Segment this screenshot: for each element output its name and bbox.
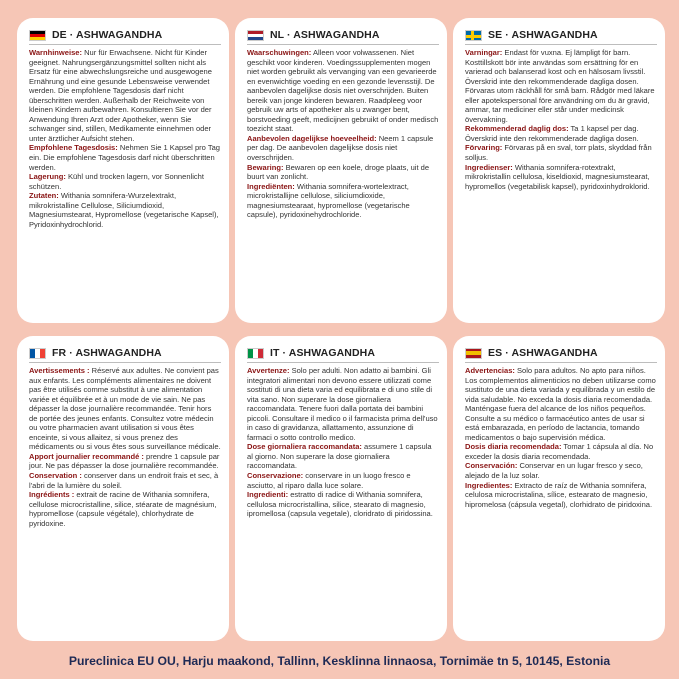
storage-label: Conservazione: — [247, 471, 304, 481]
ingredients-label: Ingrediënten: — [247, 181, 295, 191]
card-body — [247, 48, 439, 220]
storage-text: Kühl und trocken lagern, vor Sonnenlicht schützen. — [29, 172, 204, 191]
ingredients-label: Ingredienti: — [247, 490, 289, 500]
card-title: DE · ASHWAGANDHA — [52, 29, 163, 41]
dosage-label: Empfohlene Tagesdosis: — [29, 143, 118, 153]
warnings-label: Avvertenze: — [247, 366, 290, 375]
netherlands-flag-icon — [247, 30, 264, 41]
warnings-text: Nur für Erwachsene. Nicht für Kinder geeignet. Nahrungsergänzungsmittel sollten nicht als Ersatz für eine abwechslungsreiche und ausgewogene Ernährung und eine gesunde Lebensweise verwendet werden. Die empfohlene Tagesdosis darf nicht überschritten werden. Außerhalb der Reichweite von kleinen Kindern aufbewahren. Konsultieren Sie vor der Anwendung Ihren Arzt oder Apotheker, wenn Sie schwanger sind, stillen, Medikamente einnehmen oder unter ärztlicher Aufsicht stehen. — [29, 48, 212, 143]
dosage-text: Ta 1 kapsel per dag. Överskrid inte den rekommenderade dagliga dosen. — [465, 124, 639, 143]
card-body — [465, 48, 657, 191]
divider — [29, 44, 221, 45]
label-grid — [17, 18, 664, 646]
dosage-label: Dosis diaria recomendada: — [465, 442, 562, 452]
card-title: ES · ASHWAGANDHA — [488, 347, 598, 359]
ingredients-label: Ingredientes: — [465, 480, 513, 490]
italy-flag-icon — [247, 348, 264, 359]
storage-label: Förvaring: — [465, 143, 503, 153]
warnings-label: Avertissements : — [29, 366, 90, 375]
card-header — [29, 29, 221, 41]
card-title: SE · ASHWAGANDHA — [488, 29, 598, 41]
card-body — [247, 366, 439, 519]
card-header — [247, 29, 439, 41]
ingredients-text: Withania somnifera-wortelextract, microkristallijne cellulose, siliciumdioxide, magnesiumstearaat, hypromellose (vegetarische capsule), pyridoxinehydrochloride. — [247, 181, 410, 220]
card-title: FR · ASHWAGANDHA — [52, 347, 162, 359]
storage-label: Conservación: — [465, 461, 518, 471]
spain-flag-icon — [465, 348, 482, 359]
ingredients-label: Ingrédients : — [29, 490, 75, 500]
storage-label: Conservation : — [29, 471, 82, 481]
storage-text: Conservar en un lugar fresco y seco, alejado de la luz solar. — [465, 461, 643, 481]
card-header — [247, 347, 439, 359]
dosage-text: prendre 1 capsule par jour. Ne pas dépasser la dose journalière recommandée. — [29, 451, 220, 471]
dosage-label: Aanbevolen dagelijkse hoeveelheid: — [247, 133, 377, 143]
divider — [465, 362, 657, 363]
storage-text: conserver dans un endroit frais et sec, à l'abri de la lumière du soleil. — [29, 471, 219, 490]
storage-text: conservare in un luogo fresco e asciutto, al riparo dalla luce solare. — [247, 471, 411, 490]
germany-flag-icon — [29, 30, 46, 41]
warnings-text: Réservé aux adultes. Ne convient pas aux enfants. Les compléments alimentaires ne doivent pas être utilisés comme substitut à une alimentation variée et équilibrée et à un mode de vie sain. Ne pas dépasser la dose journalière recommandée. Tenir hors de portée des jeunes enfants. Consultez votre médecin ou votre pharmacien avant utilisation si vous êtes enceinte, si vous allaitez, si vous prenez des médicaments ou si vous êtes sous surveillance médicale. — [29, 366, 221, 452]
ingredients-text: Withania somnifera-rotextrakt, mikrokristallin cellulosa, kiseldioxid, magnesiumstearat, hypromellos (vegetabilisk kapsel), pyridoxinhydroklorid. — [465, 162, 650, 191]
warnings-label: Varningar: — [465, 48, 503, 57]
storage-text: Förvaras på en sval, torr plats, skyddad från solljus. — [465, 143, 652, 163]
warnings-text: Alleen voor volwassenen. Niet geschikt voor kinderen. Voedingssupplementen mogen niet worden gebruikt als vervanging van een gevarieerde en evenwichtige voeding en een gezonde levensstijl. De aanbevolen dagelijkse dosis niet overschrijden. Buiten bereik van jonge kinderen bewaren. Raadpleeg voor gebruik uw arts of apotheker als u zwanger bent, borstvoeding geeft, medicijnen gebruikt of onder medisch toezicht staat. — [247, 48, 439, 134]
dosage-text: Tomar 1 cápsula al día. No exceder la dosis diaria recomendada. — [465, 442, 654, 461]
card-se — [453, 18, 665, 323]
card-title: NL · ASHWAGANDHA — [270, 29, 380, 41]
warnings-label: Waarschuwingen: — [247, 48, 312, 57]
card-title: IT · ASHWAGANDHA — [270, 347, 376, 359]
dosage-label: Rekommenderad daglig dos: — [465, 124, 569, 134]
dosage-text: assumere 1 capsula al giorno. Non superare la dose giornaliera raccomandata. — [247, 442, 432, 471]
dosage-label: Apport journalier recommandé : — [29, 451, 144, 461]
card-nl — [235, 18, 447, 323]
ingredients-text: extrait de racine de Withania somnifera, cellulose microcristalline, silice, stéarate de magnésium, hypromellose (capsule végétale), chlorhydrate de pyridoxine. — [29, 490, 217, 528]
ingredients-label: Zutaten: — [29, 191, 59, 201]
storage-label: Bewaring: — [247, 162, 284, 172]
france-flag-icon — [29, 348, 46, 359]
dosage-label: Dose giornaliera raccomandata: — [247, 442, 362, 452]
warnings-text: Solo per adulti. Non adatto ai bambini. Gli integratori alimentari non devono essere utilizzati come sostituti di una dieta varia ed equilibrata e di uno stile di vita sano. Non superare la dose giornaliera raccomandata. Tenere fuori dalla portata dei bambini piccoli. Consultare il medico o il farmacista prima dell'uso in caso di gravidanza, allattamento, assunzione di farmaci o sotto controllo medico. — [247, 366, 438, 442]
divider — [247, 362, 439, 363]
storage-label: Lagerung: — [29, 172, 66, 182]
card-es — [453, 336, 665, 641]
warnings-text: Endast för vuxna. Ej lämpligt för barn. Kosttillskott bör inte användas som ersättning för en varierad och balanserad kost och en hälsosam livsstil. Överskrid inte den rekommenderade dagliga dosen. Förvaras utom räckhåll för små barn. Rådgör med läkare eller apotekspersonal före användning om du är gravid, ammar, tar mediciner eller står under medicinsk övervakning. — [465, 48, 655, 124]
card-body — [465, 366, 657, 509]
ingredients-text: Extracto de raíz de Withania somnifera, celulosa microcristalina, sílice, estearato de magnesio, hipromelosa (cápsula vegetal), clorhidrato de piridoxina. — [465, 480, 653, 509]
ingredients-text: Withania somnifera-Wurzelextrakt, mikrokristalline Cellulose, Siliciumdioxid, Magnesiumstearat, Hypromellose (vegetarische Kapsel), Pyridoxinhydrochlorid. — [29, 191, 219, 229]
card-header — [29, 347, 221, 359]
company-address-footer: Pureclinica EU OU, Harju maakond, Tallinn, Kesklinna linnaosa, Tornimäe tn 5, 10145, Estonia — [68, 654, 611, 668]
divider — [465, 44, 657, 45]
sweden-flag-icon — [465, 30, 482, 41]
dosage-text: Neem 1 capsule per dag. De aanbevolen dagelijkse dosis niet overschrijden. — [247, 133, 434, 163]
warnings-label: Warnhinweise: — [29, 48, 82, 57]
card-body — [29, 366, 221, 528]
divider — [247, 44, 439, 45]
ingredients-text: estratto di radice di Withania somnifera, cellulosa microcristallina, silice, stearato di magnesio, ipromellosa (capsula vegetale), cloridrato di piridossina. — [247, 490, 433, 519]
card-de — [17, 18, 229, 323]
card-body — [29, 48, 221, 229]
divider — [29, 362, 221, 363]
warnings-text: Solo para adultos. No apto para niños. Los complementos alimenticios no deben utilizarse como sustituto de una dieta variada y equilibrada y un estilo de vida saludable. No exceda la dosis diaria recomendada. Manténgase fuera del alcance de los niños pequeños. Consulte a su médico o farmacéutico antes de usar si está embarazada, en período de lactancia, tomando medicamentos o bajo supervisión médica. — [465, 366, 656, 442]
card-header — [465, 29, 657, 41]
card-header — [465, 347, 657, 359]
card-fr — [17, 336, 229, 641]
card-it — [235, 336, 447, 641]
ingredients-label: Ingredienser: — [465, 162, 513, 172]
warnings-label: Advertencias: — [465, 366, 515, 375]
storage-text: Bewaren op een koele, droge plaats, uit de buurt van zonlicht. — [247, 162, 430, 182]
dosage-text: Nehmen Sie 1 Kapsel pro Tag ein. Die empfohlene Tagesdosis darf nicht überschritten werden. — [29, 143, 220, 172]
